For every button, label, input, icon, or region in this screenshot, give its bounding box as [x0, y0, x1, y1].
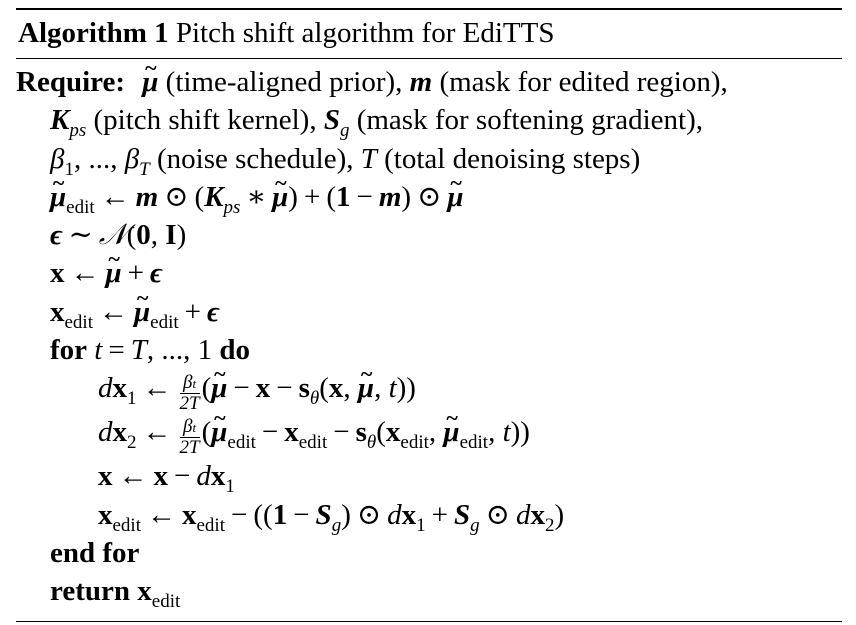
step-x-edit-update: $x_{edit}$ ← $x_{edit} - ((1 - S_g)$ ⊙ $dx_1 + S_g$ ⊙ $dx_2$): [98, 498, 565, 536]
algorithm-body: [16, 59, 842, 611]
do-keyword: do: [219, 334, 250, 367]
kernel-symbol: K: [50, 104, 70, 137]
algorithm-caption: [16, 10, 842, 58]
for-keyword: for: [50, 334, 88, 367]
require-text-schedule: (noise schedule),: [149, 142, 361, 175]
require-line-1: [16, 63, 842, 101]
step-dx1: $dx_1$ ← $\frac{\beta t}{2T}$ (~ $\mu - x - s_\theta(x$, ~ μ, t)): [16, 369, 842, 413]
step-noise-sample: ϵ ∼ 𝒩(0, I): [50, 219, 187, 252]
prior-symbol: ~ μ: [142, 63, 158, 101]
require-text-soft-mask: (mask for softening gradient),: [349, 104, 704, 137]
step-x-update: x ← $x - dx_1$: [98, 460, 235, 498]
step-for-loop: for t = T, ..., 1 do: [50, 334, 250, 367]
algorithm-title: Pitch shift algorithm for EdiTTS: [175, 17, 555, 49]
step-x-init: x ←~ μ + ϵ: [16, 254, 842, 292]
require-text-prior: (time-aligned prior),: [158, 66, 410, 98]
require-text-kernel: (pitch shift kernel),: [86, 104, 324, 137]
require-line-3: $\beta_1$, ..., $\beta_T$ (noise schedule), T (total denoising steps): [50, 142, 641, 180]
return-keyword: return: [50, 575, 131, 608]
bottom-rule: [16, 621, 842, 622]
step-x-edit-init: $x_{edit}$ ←~ $\mu_{edit} + \epsilon$: [16, 293, 842, 331]
step-prior-edit: ~ $\mu_{edit}$ ← m ⊙ ($K_{ps}$ ∗~ μ) + (1 − m) ⊙~ μ: [16, 178, 842, 216]
require-text-mask: (mask for edited region),: [432, 66, 728, 98]
step-dx2: $dx_2$ ← $\frac{\beta t}{2T}$ (~ $\mu_{edit} - x_{edit} - s_\theta(x_{edit}$, ~ $\mu_{edit}$, t)): [16, 413, 842, 457]
step-return: return $x_{edit}$: [50, 575, 181, 613]
require-keyword: Require:: [16, 66, 126, 98]
require-line-2: $K_{ps}$ (pitch shift kernel), $S_g$ (mask for softening gradient),: [50, 104, 704, 142]
algorithm-box: [16, 8, 842, 622]
step-end-for: [16, 534, 842, 572]
mask-symbol: m: [409, 66, 433, 98]
algorithm-label: Algorithm 1: [18, 17, 169, 49]
end-for-keyword: end for: [50, 536, 140, 569]
soft-mask-symbol: S: [323, 104, 340, 137]
require-text-steps: (total denoising steps): [376, 142, 641, 175]
